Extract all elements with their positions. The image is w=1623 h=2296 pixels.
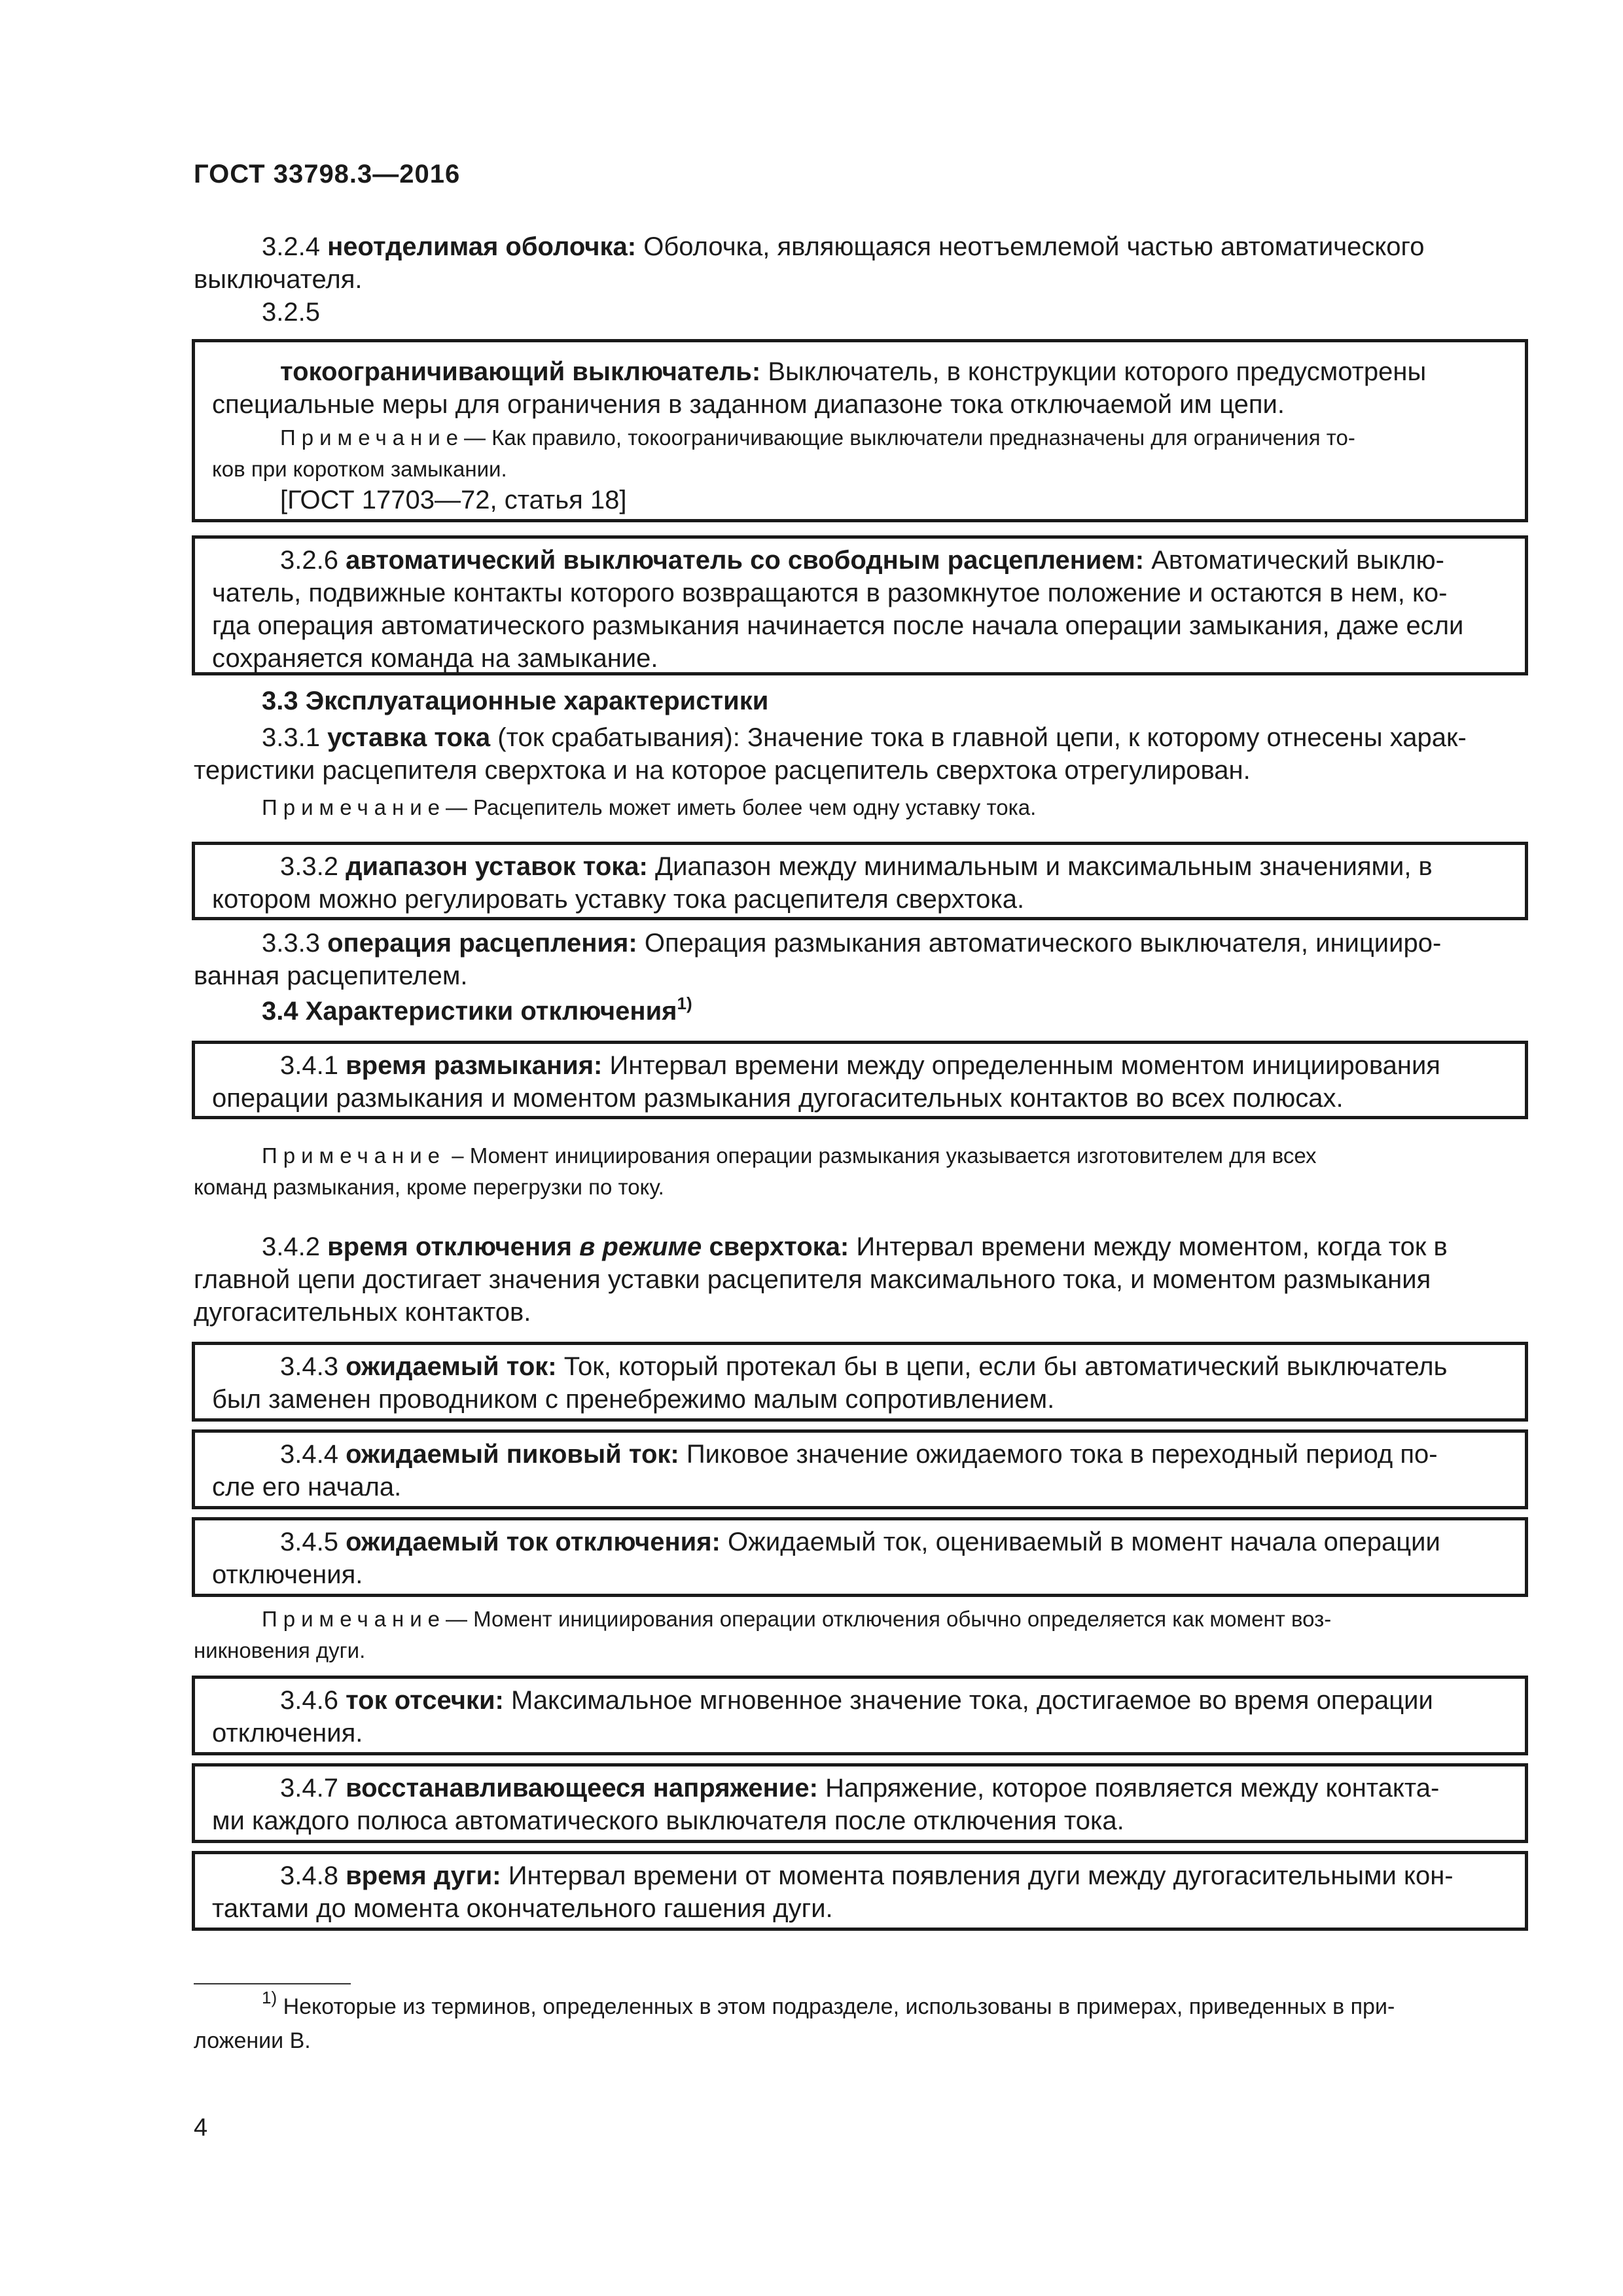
clause-3-2-4: 3.2.4 неотделимая оболочка: Оболочка, являющаяся неотъемлемой частью автоматического выключателя.	[194, 232, 1425, 294]
reference-3-2-5: [ГОСТ 17703—72, статья 18]	[280, 486, 627, 514]
term-box-3-4-3: 3.4.3 ожидаемый ток: Ток, который протекал бы в цепи, если бы автоматический выключатель был заменен проводником с пренебрежимо малым сопротивлением.	[192, 1342, 1528, 1422]
clause-3-3-1: 3.3.1 уставка тока (ток срабатывания): Значение тока в главной цепи, к которому отнесены харак- теристики расцепителя сверхтока и на которое расцепитель сверхтока отрегулирован.	[194, 723, 1467, 785]
clause-3-3-3: 3.3.3 операция расцепления: Операция размыкания автоматического выключателя, иницииро- ванная расцепителем.	[194, 929, 1442, 990]
term-box-3-2-5: токоограничивающий выключатель: Выключатель, в конструкции которого предусмотрены специальные меры для ограничения в заданном диапазоне тока отключаемой им цепи. Примечание— Как правило, токоограничивающие выключатели предназначены для ограничения то- ков при коротком замыкании. [ГОСТ 17703—72, статья 18]	[192, 339, 1528, 522]
document-header: ГОСТ 33798.3—2016	[194, 160, 461, 188]
term-box-3-2-6: 3.2.6 автоматический выключатель со свободным расцеплением: Автоматический выклю- чатель, подвижные контакты которого возвращаются в разомкнутое положение и остаются в нем, ко- гда операция автоматического размыкания начинается после начала операции замыкания, даже если сохраняется команда на замыкание.	[192, 535, 1528, 675]
note-3-4-1: Примечание – Момент инициирования операции размыкания указывается изготовителем для всех команд размыкания, кроме перегрузки по току.	[194, 1143, 1317, 1199]
clause-3-4-2: 3.4.2 время отключения в режиме сверхтока: Интервал времени между моментом, когда ток в главной цепи достигает значения уставки расцепителя максимального тока, и моментом размыкания дугогасительных контактов.	[194, 1232, 1448, 1327]
footnote: $^{1)}$ Некоторые из терминов, определенных в этом подразделе, использованы в примерах, приведенных в при- ложении В.	[194, 1988, 1395, 2053]
footnote-reference: 1)	[677, 994, 692, 1013]
term-box-3-4-1: 3.4.1 время размыкания: Интервал времени между определенным моментом инициирования операции размыкания и моментом размыкания дугогасительных контактов во всех полюсах.	[192, 1041, 1528, 1119]
clause-3-2-5-number: 3.2.5	[262, 298, 320, 327]
term-box-3-3-2: 3.3.2 диапазон уставок тока: Диапазон между минимальным и максимальным значениями, в котором можно регулировать уставку тока расцепителя сверхтока.	[192, 842, 1528, 920]
section-heading-3-4: 3.4 Характеристики отключения$^{1)}$	[262, 994, 692, 1026]
term-box-3-4-4: 3.4.4 ожидаемый пиковый ток: Пиковое значение ожидаемого тока в переходный период по- сле его начала.	[192, 1429, 1528, 1509]
term-box-3-4-5: 3.4.5 ожидаемый ток отключения: Ожидаемый ток, оцениваемый в момент начала операции отключения.	[192, 1517, 1528, 1597]
note-3-4-5: Примечание— Момент инициирования операции отключения обычно определяется как момент воз- никновения дуги.	[194, 1607, 1332, 1662]
page-number: 4	[194, 2114, 208, 2142]
note-3-2-5: Примечание— Как правило, токоограничивающие выключатели предназначены для ограничения то- ков при коротком замыкании.	[212, 425, 1355, 481]
term-box-3-4-8: 3.4.8 время дуги: Интервал времени от момента появления дуги между дугогасительными кон- тактами до момента окончательного гашения дуги.	[192, 1851, 1528, 1931]
note-3-3-1: Примечание— Расцепитель может иметь более чем одну уставку тока.	[262, 795, 1037, 819]
section-heading-3-3: 3.3 Эксплуатационные характеристики	[262, 687, 769, 715]
term-box-3-4-6: 3.4.6 ток отсечки: Максимальное мгновенное значение тока, достигаемое во время операции отключения.	[192, 1676, 1528, 1755]
term-box-3-4-7: 3.4.7 восстанавливающееся напряжение: Напряжение, которое появляется между контакта- ми каждого полюса автоматического выключателя после отключения тока.	[192, 1763, 1528, 1843]
footnote-separator	[194, 1983, 351, 1984]
